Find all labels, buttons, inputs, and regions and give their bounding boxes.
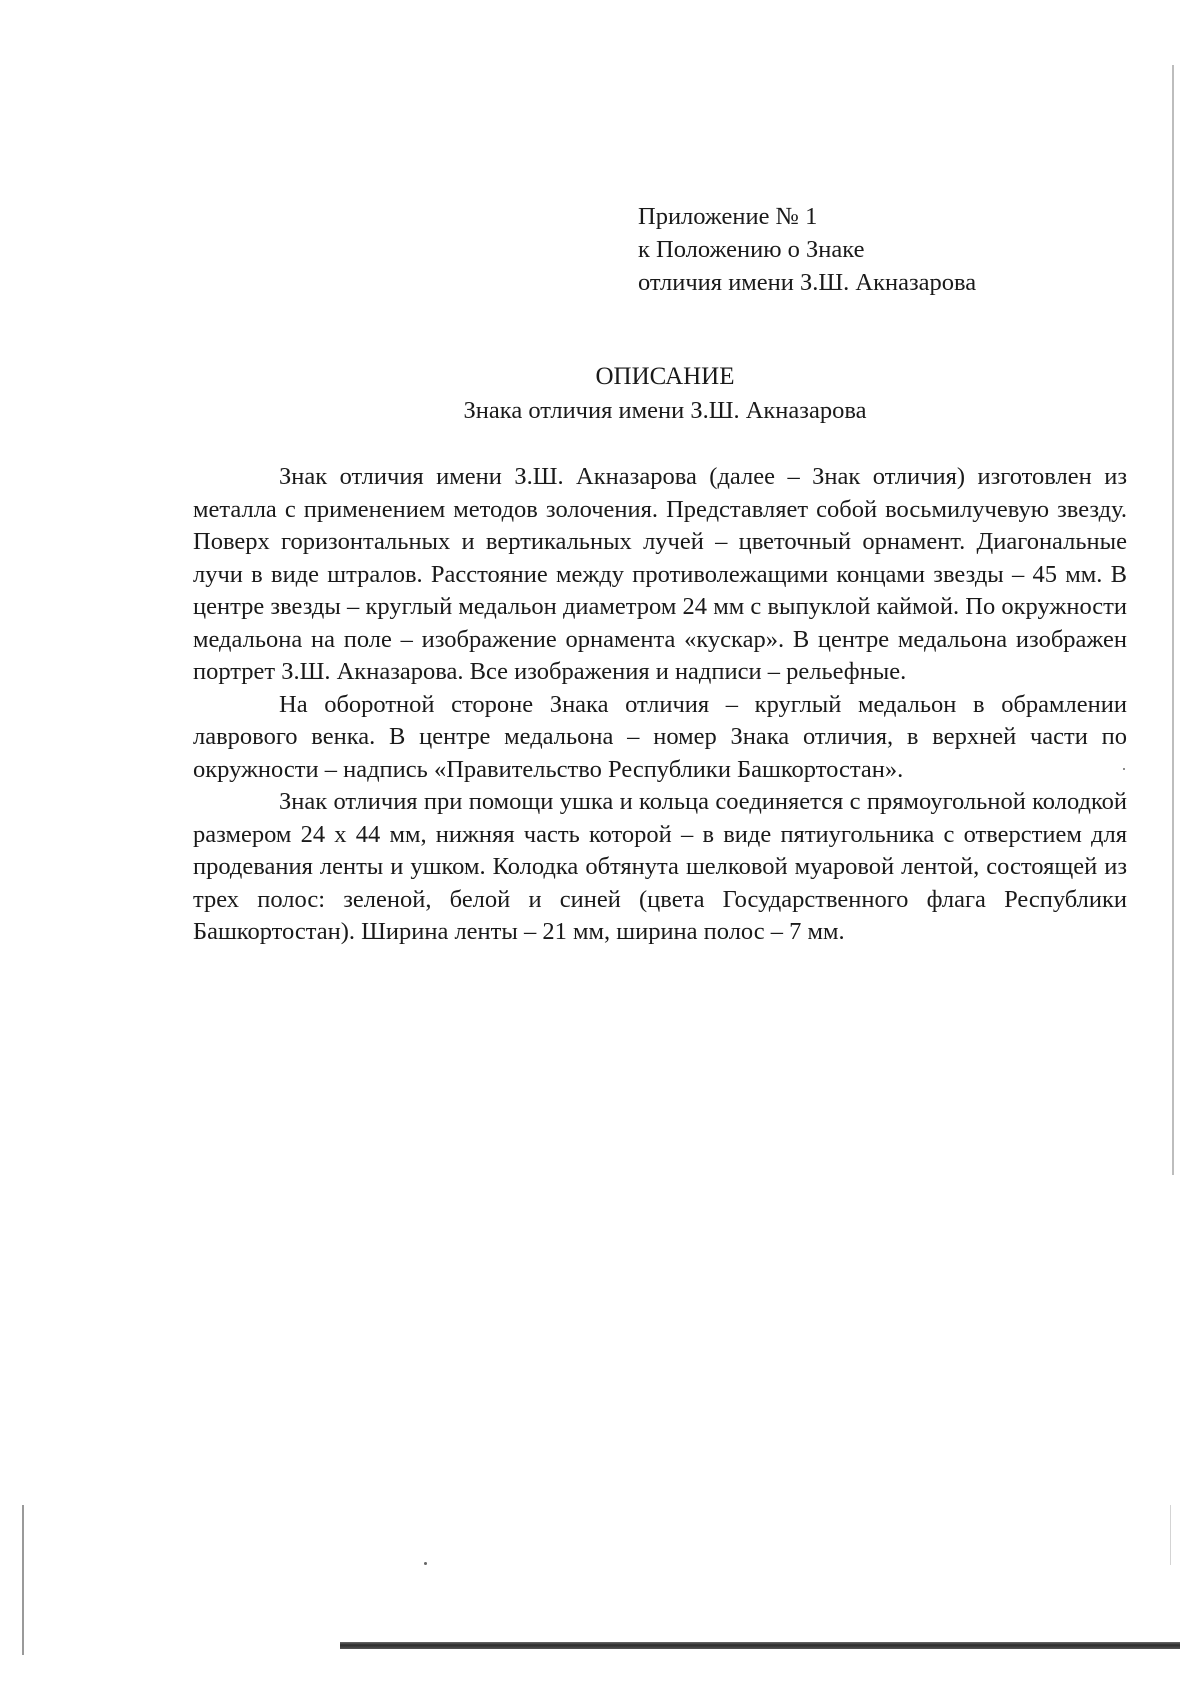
scan-speck — [424, 1562, 427, 1565]
appendix-reference-name: отличия имени З.Ш. Акназарова — [638, 269, 977, 296]
scan-edge-line-right — [1172, 65, 1174, 1175]
document-body — [193, 461, 1127, 949]
document-subtitle: Знака отличия имени З.Ш. Акназарова — [463, 397, 867, 424]
appendix-header — [638, 200, 976, 299]
bottom-rule — [340, 1642, 1180, 1649]
paragraph-obverse: Знак отличия имени З.Ш. Акназарова (далее – Знак отличия) изготовлен из металла с применением методов золочения. Представляет собой восьмилучевую звезду. Поверх горизонтальных и вертикальных лучей – цветочный орнамент. Диагональные лучи в виде штралов. Расстояние между противолежащими концами звезды – 45 мм. В центре звезды – круглый медальон диаметром 24 мм с выпуклой каймой. По окружности медальона на поле – изображение орнамента «кускар». В центре медальона изображен портрет З.Ш. Акназарова. Все изображения и надписи – рельефные. — [193, 463, 1127, 685]
appendix-reference: к Положению о Знаке — [638, 236, 865, 263]
scan-edge-line-left — [22, 1505, 24, 1655]
scan-edge-line-right-bottom — [1170, 1505, 1171, 1565]
paragraph-reverse: На оборотной стороне Знака отличия – круглый медальон в обрамлении лаврового венка. В центре медальона – номер Знака отличия, в верхней части по окружности – надпись «Правительство Республики Башкортостан». — [193, 690, 1127, 783]
appendix-number: Приложение № 1 — [638, 203, 818, 230]
paragraph-ribbon-block: Знак отличия при помощи ушка и кольца соединяется с прямоугольной колодкой размером 24 х 44 мм, нижняя часть которой – в виде пятиугольника с отверстием для продевания ленты и ушком. Колодка обтянута шелковой муаровой лентой, состоящей из трех полос: зеленой, белой и синей (цвета Государственного флага Республики Башкортостан). Ширина ленты – 21 мм, ширина полос – 7 мм. — [193, 788, 1127, 945]
document-title: ОПИСАНИЕ — [595, 363, 735, 390]
